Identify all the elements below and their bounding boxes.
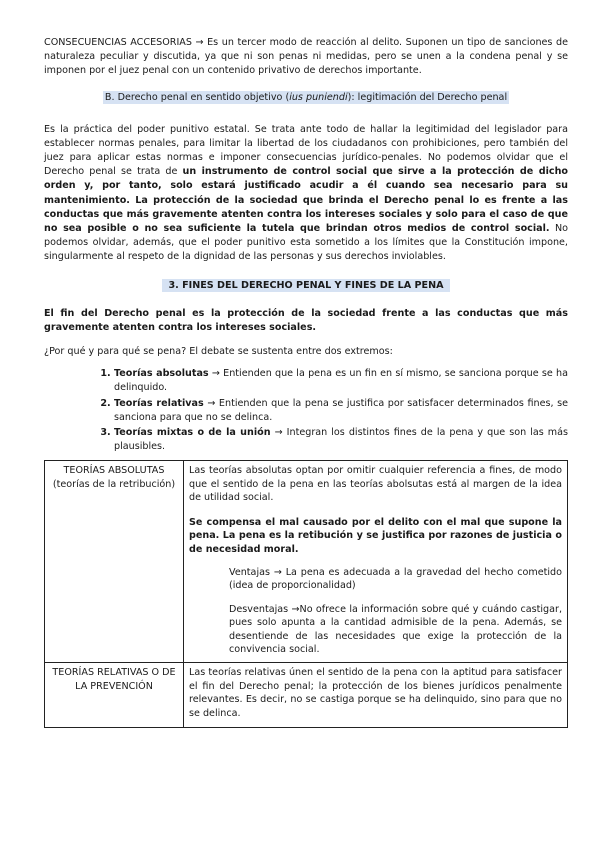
list-item (114, 397, 568, 425)
list-item-title: Teorías relativas (114, 397, 204, 409)
table-cell-content (184, 663, 568, 728)
list-item-title: Teorías mixtas o de la unión (114, 427, 271, 439)
relative-theories-para-1: Las teorías relativas únen el sentido de la pena con la aptitud para satisfacer el fin del Derecho penal; la protección de los bienes jurídicos penalmente relevantes. Es decir, no se castiga porque se ha delinquido, sino para que no se delinca. (189, 667, 562, 719)
heading-3-text: 3. FINES DEL DERECHO PENAL Y FINES DE LA PENA (162, 279, 449, 292)
table-cell-label (45, 461, 184, 663)
section-heading-b (44, 91, 568, 105)
paragraph-fin-derecho-penal: El fin del Derecho penal es la protección de la sociedad frente a las conductas que más gravemente atenten contra los intereses sociales. (44, 307, 568, 333)
list-item (114, 367, 568, 395)
list-item-text: → Entienden que la pena se justifica por satisfacer determinados fines, se sanciona para que no se delinca. (114, 397, 568, 423)
table-cell-label (45, 663, 184, 728)
p2-text-2: No podemos olvidar, además, que el poder punitivo esta sometido a los límites que la Constitución impone, singularmente al respeto de la dignidad de las personas y sus derechos inviolables. (44, 223, 568, 263)
table-row (45, 461, 568, 663)
absolute-theories-para-2: Se compensa el mal causado por el delito con el mal que supone la pena. La pena es la retibución y se justifica por razones de justicia o de necesidad moral. (189, 516, 562, 555)
desventajas-text: Desventajas →No ofrece la información sobre qué y cuándo castigar, pues solo apunta a la cantidad admisible de la pena. Además, se desentiende de las necesidades que exige la protección de la convivencia social. (229, 603, 562, 655)
list-item-text: → Entienden que la pena es un fin en sí mismo, se sanciona porque se ha delinquido. (114, 368, 568, 394)
theories-table (44, 460, 568, 728)
list-item (114, 426, 568, 454)
section-heading-3 (44, 279, 568, 293)
paragraph-pregunta: ¿Por qué y para qué se pena? El debate se sustenta entre dos extremos: (44, 346, 393, 358)
absolute-theories-para-1: Las teorías absolutas optan por omitir cualquier referencia a fines, de modo que el sentido de la pena en las teorías abolsutas está al margen de la idea de utilidad social. (189, 465, 562, 504)
ventajas-text: Ventajas → La pena es adecuada a la gravedad del hecho cometido (idea de proporcionalidad) (229, 566, 562, 592)
absolute-theories-sublabel: (teorías de la retribución) (52, 478, 176, 490)
absolute-theories-label: TEORÍAS ABSOLUTAS (63, 465, 165, 477)
document-page (44, 36, 568, 728)
table-cell-content (184, 461, 568, 663)
theories-list (44, 367, 568, 454)
heading-b-suffix: ): legitimación del Derecho penal (347, 91, 508, 103)
table-row (45, 663, 568, 728)
paragraph-consecuencias-accesorias: CONSECUENCIAS ACCESORIAS → Es un tercer modo de reacción al delito. Suponen un tipo de sanciones de naturaleza peculiar y discutida, ya que ni son penas ni medidas, pero se unen a la condena penal y se imponen por el juez penal con un contenido privativo de derechos importante. (44, 37, 568, 77)
highlighted-heading (103, 91, 509, 104)
p2-bold-text: un instrumento de control social que sirve a la protección de dicho orden y, por tanto, solo estará justificado acudir a él cuando sea necesario para su mantenimiento. La protección de la sociedad que brinda el Derecho penal lo es frente a las conductas que más gravemente atenten contra los intereses sociales y solo para el caso de que no sea posible o no sea suficiente la tutela que brindan otros medios de control social. (44, 166, 568, 235)
heading-b-italic: ius puniendi (289, 91, 348, 103)
heading-b-prefix: B. Derecho penal en sentido objetivo ( (104, 91, 290, 103)
list-item-title: Teorías absolutas (114, 368, 209, 380)
relative-theories-label: TEORÍAS RELATIVAS O DE LA PREVENCIÓN (52, 667, 176, 692)
p2-text-1: Es la práctica del poder punitivo estatal. Se trata ante todo de hallar la legitimidad del legislador para establecer normas penales, para limitar la libertad de los ciudadanos con prohibiciones, pero también del juez para aplicar estas normas e imponer consecuencias jurídico-penales. No podemos olvidar que el Derecho penal se trata de (44, 123, 568, 178)
paragraph-derecho-penal-objetivo (44, 123, 568, 265)
list-item-text: → Integran los distintos fines de la pena y que son las más plausibles. (114, 427, 568, 453)
